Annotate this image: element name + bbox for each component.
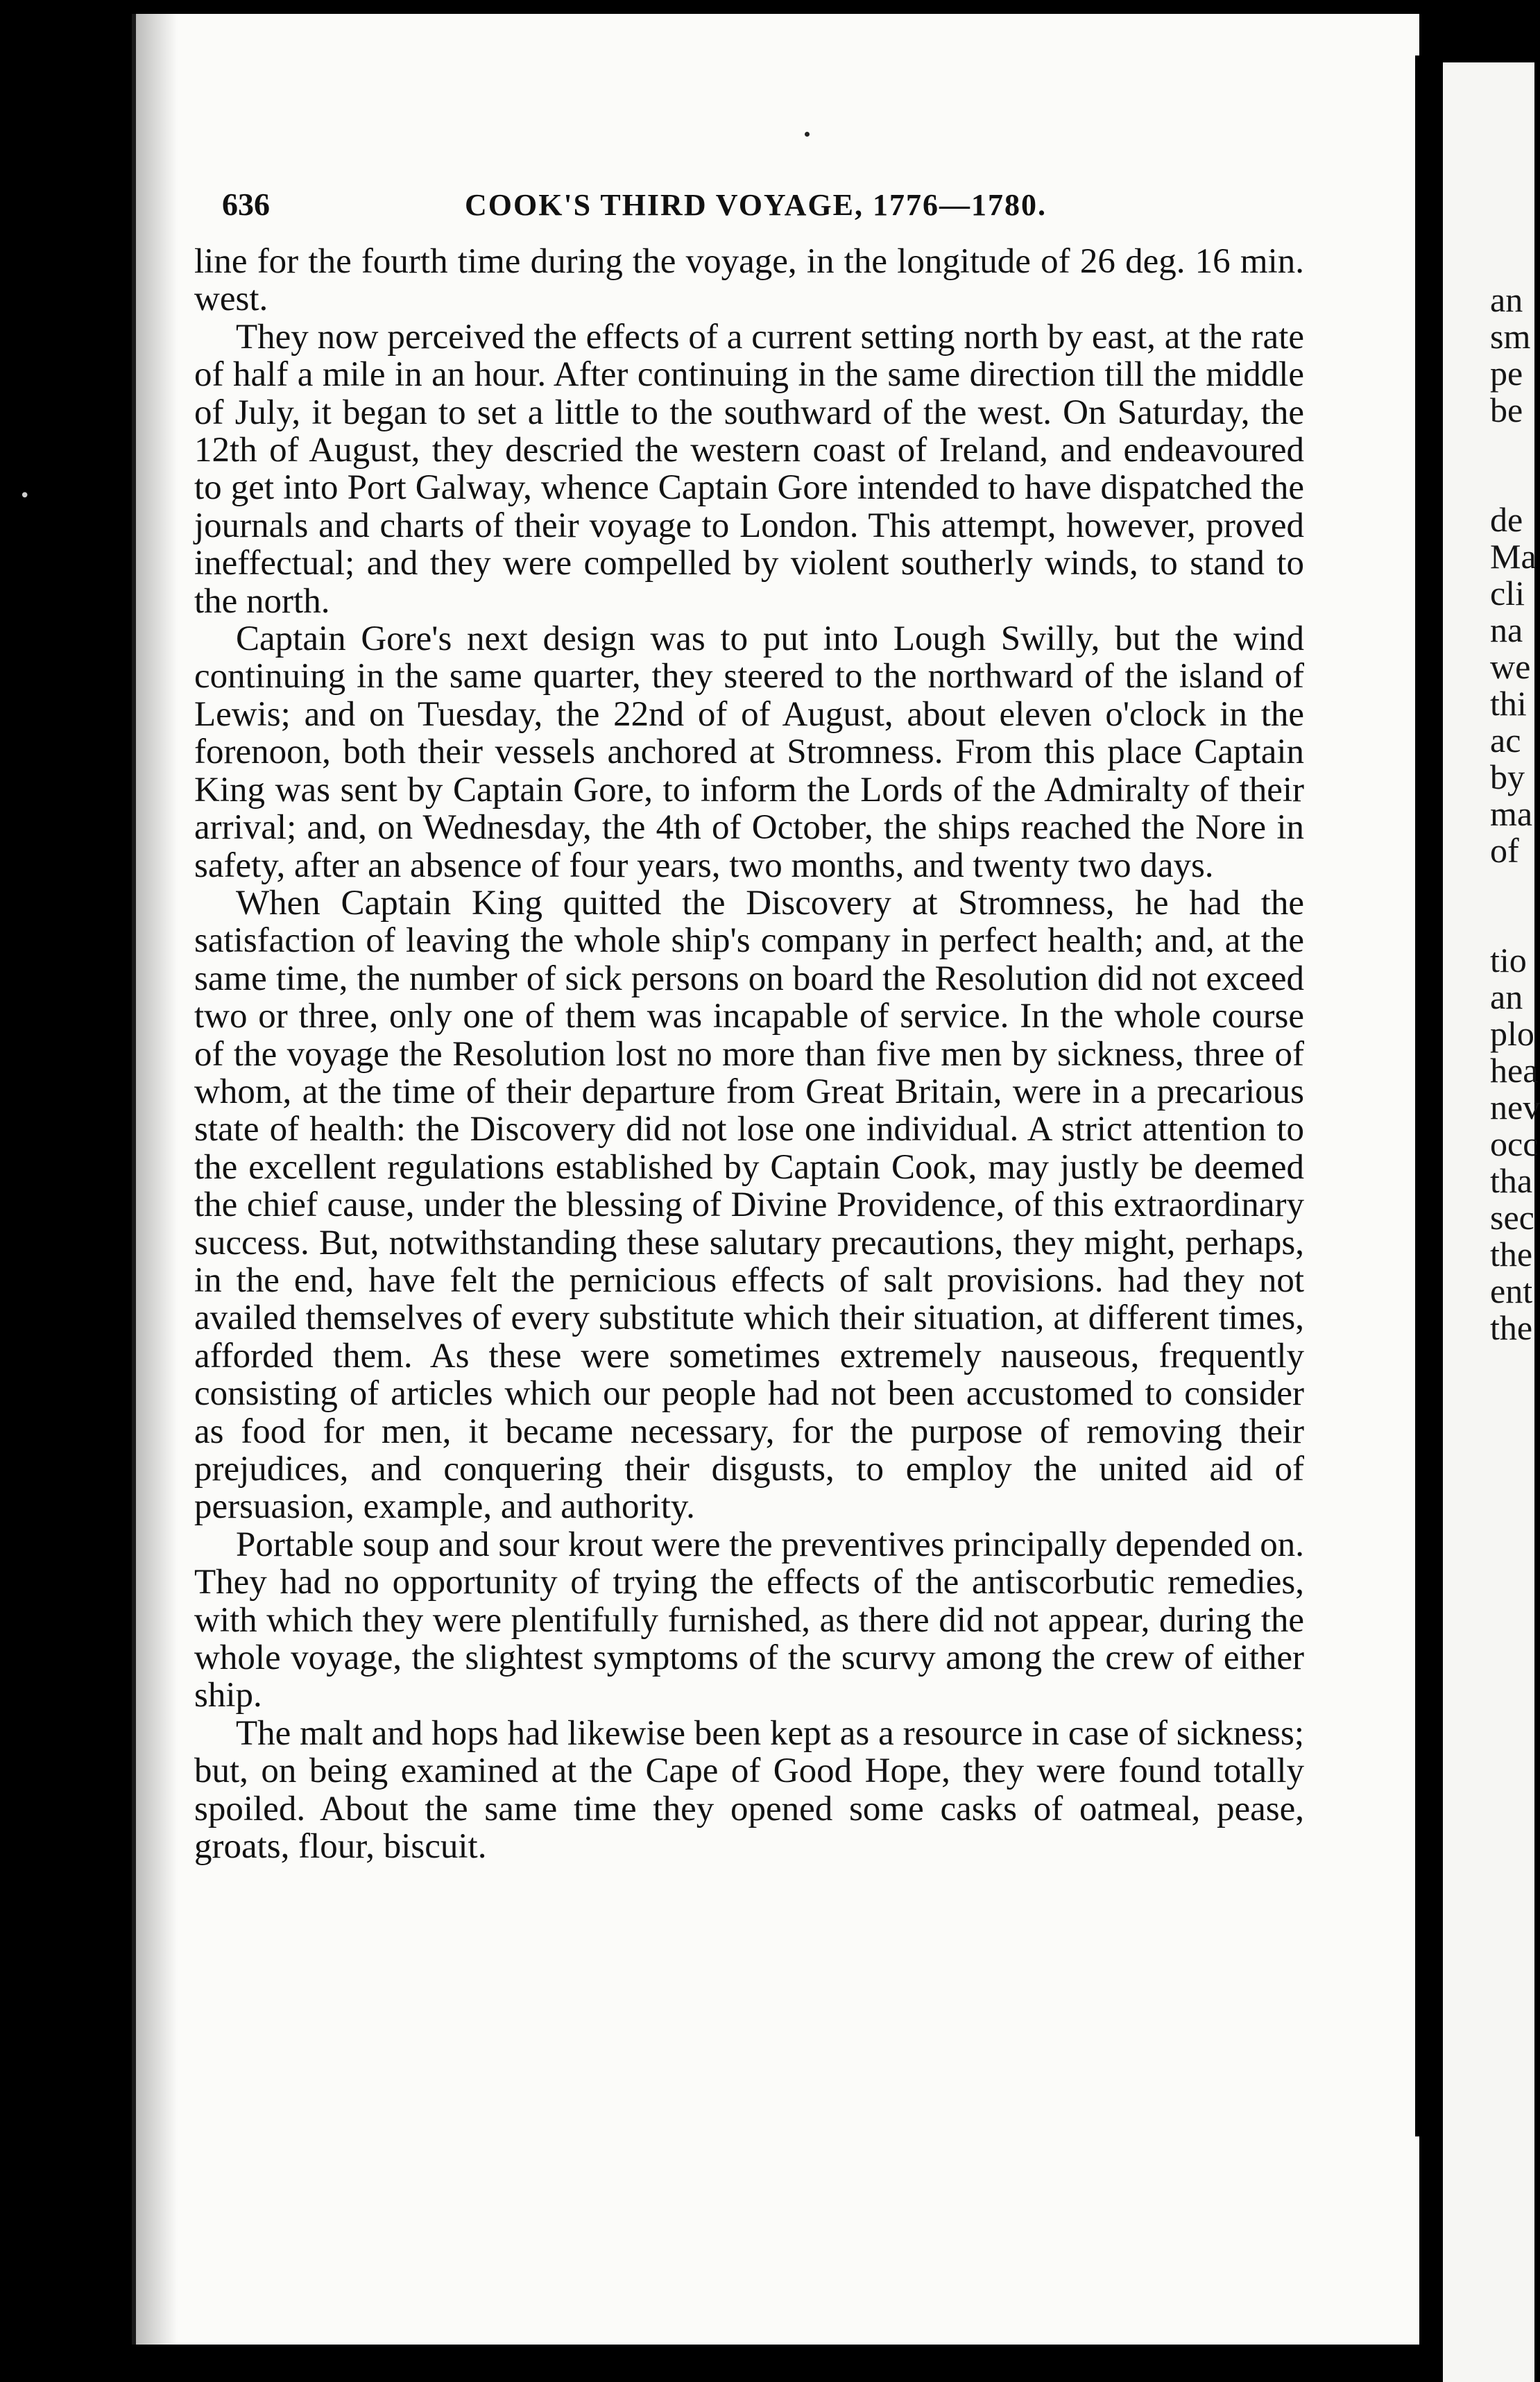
fragment: occ xyxy=(1490,1124,1539,1163)
fragment: by xyxy=(1490,757,1525,796)
ink-speck xyxy=(805,132,810,137)
fragment: Ma xyxy=(1490,537,1537,576)
fragment: ac xyxy=(1490,721,1521,760)
fragment: we xyxy=(1490,647,1531,686)
fragment-gap xyxy=(1490,429,1534,502)
fragment: de xyxy=(1490,500,1523,539)
fragment: sm xyxy=(1490,317,1531,356)
fragment: tio xyxy=(1490,941,1527,979)
fragment: the xyxy=(1490,1308,1533,1347)
binding-edge xyxy=(1415,55,1443,2136)
page-number: 636 xyxy=(222,187,270,222)
fragment: the xyxy=(1490,1235,1533,1274)
paragraph: When Captain King quitted the Discovery at Stromness, he had the satisfaction of leaving the whole ship's company in perfect health; and, at the same time, the number of sick persons on board the Resolution did not exceed two or three, only one of them was incapable of service. In the whole course of the voyage the Resolution lost no more than five men by sickness, three of whom, at the time of their departure from Great Britain, were in a precarious state of health: the Discovery did not lose one individual. A strict attention to the excellent regulations established by Captain Cook, may justly be deemed the chief cause, under the blessing of Divine Providence, of this extraordinary success. But, notwithstanding these salutary precautions, they might, perhaps, in the end, have felt the pernicious effects of salt provisions. had they not availed themselves of every substitute which their situation, at different times, afforded them. As these were sometimes extremely nauseous, frequently consisting of articles which our people had not been accustomed to consider as food for men, it became necessary, for the purpose of removing their prejudices, and conquering their disgusts, to employ the united aid of persuasion, example, and authority. xyxy=(194,883,1304,1527)
gutter-shadow xyxy=(136,14,178,2345)
paragraph: Portable soup and sour krout were the preventives principally depended on. They had no opportunity of trying the effects of the antiscorbutic remedies, with which they were plentifully furnished, as there did not appear, during the whole voyage, the slightest symptoms of the scurvy among the crew of either ship. xyxy=(194,1525,1304,1715)
fragment: na xyxy=(1490,610,1523,649)
fragment: an xyxy=(1490,977,1523,1016)
fragment: cli xyxy=(1490,574,1525,612)
paragraph: line for the fourth time during the voyage, in the longitude of 26 deg. 16 min. west. xyxy=(194,242,1304,319)
paragraph: Captain Gore's next design was to put into Lough Swilly, but the wind continuing in the same quarter, they steered to the northward of the island of Lewis; and on Tuesday, the 22nd of of August, about eleven o'clock in the forenoon, both their vessels anchored at Stromness. From this place Captain King was sent by Captain Gore, to inform the Lords of the Admiralty of their arrival; and, on Wednesday, the 4th of October, the ships reached the Nore in safety, after an absence of four years, two months, and twenty two days. xyxy=(194,619,1304,885)
fragment: be xyxy=(1490,391,1523,429)
fragment-gap xyxy=(1490,869,1534,942)
fragment: pe xyxy=(1490,354,1523,393)
body-text xyxy=(194,243,1304,1865)
paragraph: The malt and hops had likewise been kept as a resource in case of sickness; but, on being examined at the Cape of Good Hope, they were found totally spoiled. About the same time they opened some casks of oatmeal, pease, groats, flour, biscuit. xyxy=(194,1713,1304,1867)
fragment: ent xyxy=(1490,1271,1533,1310)
running-head: COOK'S THIRD VOYAGE, 1776—1780. xyxy=(465,188,1047,222)
fragment: sec xyxy=(1490,1198,1534,1237)
fragment: ma xyxy=(1490,794,1533,833)
fragment: plo xyxy=(1490,1014,1534,1053)
paragraph: They now perceived the effects of a current setting north by east, at the rate of half a mile in an hour. After continuing in the same direction till the middle of July, it began to set a little to the southward of the west. On Saturday, the 12th of August, they descried the western coast of Ireland, and endeavoured to get into Port Galway, whence Captain Gore intended to have dispatched the journals and charts of their voyage to London. This attempt, however, proved ineffectual; and they were compelled by violent southerly winds, to stand to the north. xyxy=(194,317,1304,621)
fragment: thi xyxy=(1490,684,1527,723)
facing-page-text-fragments xyxy=(1490,280,1540,1347)
fragment: nev xyxy=(1490,1088,1540,1126)
fragment: of xyxy=(1490,831,1519,870)
margin-speck: • xyxy=(19,486,31,506)
fragment: hea xyxy=(1490,1051,1539,1090)
fragment: tha xyxy=(1490,1161,1533,1200)
page-header xyxy=(222,186,1304,228)
fragment: an xyxy=(1490,280,1523,319)
